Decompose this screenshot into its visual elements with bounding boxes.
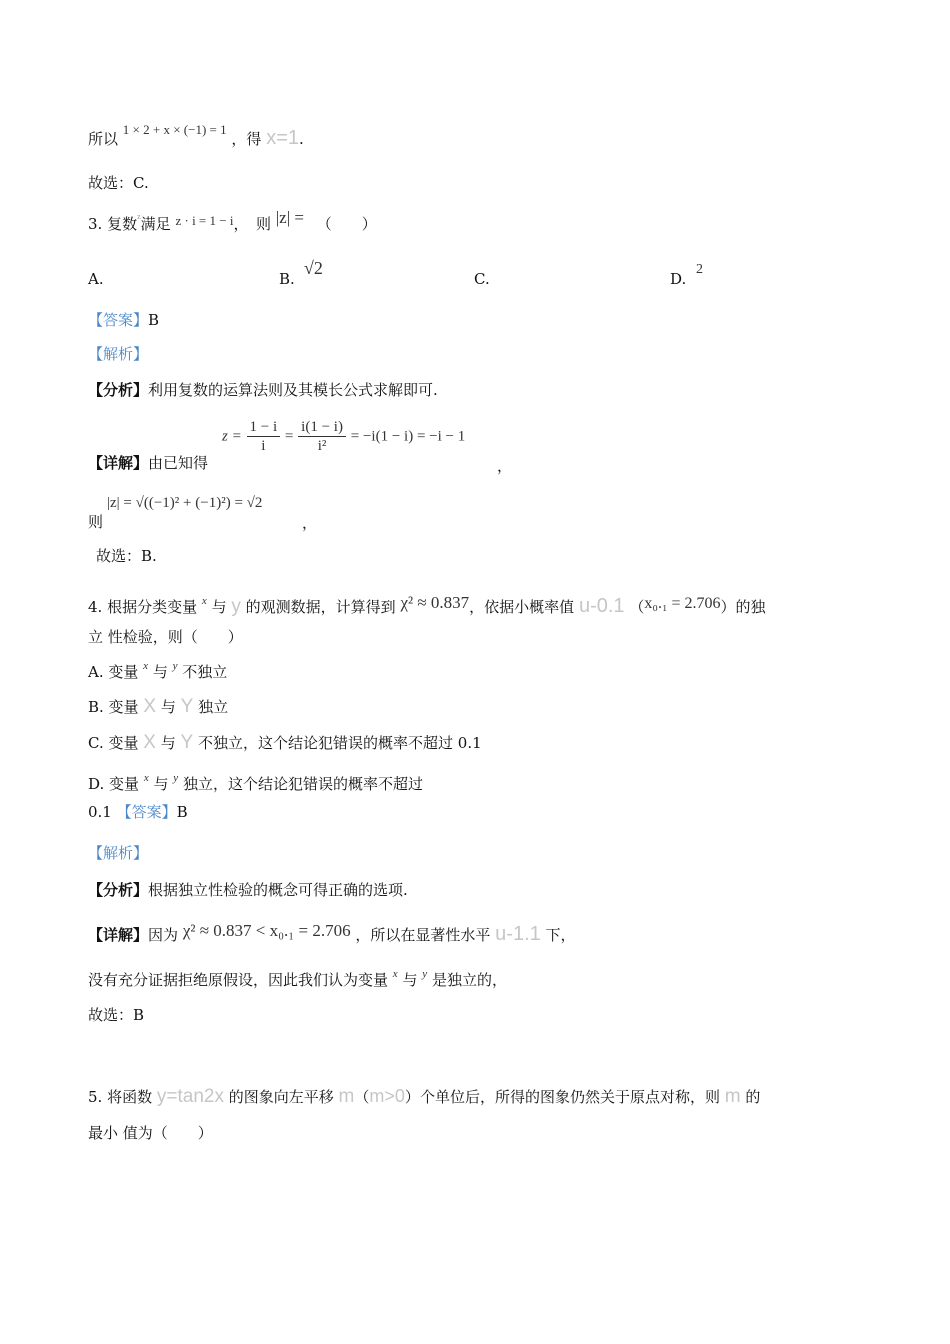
asked-math: |z| = — [275, 208, 304, 227]
label: B. — [279, 270, 295, 288]
analysis-tag: 【解析】 — [88, 844, 149, 862]
text: 独立 — [198, 698, 229, 716]
question-number: 5. — [88, 1088, 103, 1106]
answer-line — [88, 310, 159, 330]
question-number: 4. — [88, 598, 103, 616]
crit-math: x₀.₁ = 2.706 — [644, 595, 721, 612]
text: 由已知得 — [148, 454, 209, 472]
var-y: Y — [180, 732, 194, 753]
var-x: X — [143, 696, 157, 717]
label: 【分析】 — [88, 881, 149, 899]
label: 【详解】 — [88, 926, 149, 944]
math: √2 — [304, 258, 323, 278]
text: 个单位后，所得的图象仍然关于原点对称，则 — [419, 1088, 720, 1106]
answer: B — [176, 803, 188, 821]
modulus-math: |z| = √((−1)² + (−1)²) = √2 — [107, 495, 263, 511]
text: 与 — [211, 598, 227, 616]
modulus-line — [88, 512, 103, 532]
text: 是独立的， — [431, 971, 507, 989]
var-y: y — [231, 596, 241, 617]
text: ）的独 — [720, 598, 766, 616]
text: 的图象向左平移 — [228, 1088, 334, 1106]
text: 将函数 — [107, 1088, 153, 1106]
answer-tag: 【答案】 — [116, 803, 177, 821]
text: 与 — [160, 698, 176, 716]
var-x: x — [143, 772, 149, 784]
var-m: m — [724, 1086, 741, 1107]
question-3-stem — [88, 208, 377, 237]
text: 独立，这个结论犯错误的概率不超过 — [182, 775, 423, 793]
text: 与 — [402, 971, 418, 989]
numerator: i(1 − i) — [298, 418, 346, 437]
var-y: y — [422, 968, 428, 980]
question-5-stem-cont: 最小 值为（ ） — [88, 1124, 213, 1142]
text: ，依据小概率值 — [469, 598, 575, 616]
inequality-math: χ² ≈ 0.837 < x₀.₁ = 2.706 — [182, 921, 351, 940]
derivation-math: z = $\frac{1 - i}{i}$ = $\frac{i(1 - i)}{\text{i²}}$ = −i(1 − i) = −i − 1 — [222, 419, 466, 454]
var-x: x — [201, 595, 207, 607]
analysis-tag: 【解析】 — [88, 345, 149, 363]
label: C. — [474, 270, 490, 288]
result-math: x=1 — [266, 127, 300, 149]
answer-line — [88, 802, 188, 822]
rhs: = −i(1 − i) = −i − 1 — [350, 428, 466, 445]
choose-line: 故选：C. — [88, 174, 149, 192]
fraction — [298, 418, 346, 455]
text: 与 — [153, 775, 169, 793]
text: ） — [404, 1088, 420, 1106]
text: 与 — [152, 663, 168, 681]
option-c — [474, 270, 490, 288]
label: C. 变量 — [88, 734, 139, 752]
choose-line: 故选：B — [88, 1006, 145, 1024]
condition-math: z · i = 1 − i — [175, 213, 234, 228]
option-d — [670, 262, 703, 288]
option-d — [88, 774, 423, 796]
text: 下， — [545, 926, 576, 944]
detail-line — [88, 921, 576, 945]
var: z — [137, 212, 141, 221]
level-math: u-1.1 — [495, 923, 541, 945]
lhs: z = — [222, 428, 242, 445]
solution-line — [88, 122, 304, 150]
label: B. 变量 — [88, 698, 139, 716]
denominator: i² — [317, 438, 327, 454]
text: 根据独立性检验的概念可得正确的选项. — [148, 881, 408, 899]
text: . — [299, 130, 304, 148]
text: 复数 — [107, 215, 138, 233]
question-4-stem — [88, 593, 766, 619]
var-y: y — [172, 660, 178, 672]
label: D. 变量 — [88, 775, 140, 793]
condition-math: m>0 — [369, 1086, 405, 1106]
text: 与 — [160, 734, 176, 752]
comma: ， — [302, 514, 318, 532]
question-number: 3. — [88, 215, 103, 233]
math: 2 — [696, 262, 703, 277]
text: （ — [354, 1088, 370, 1106]
option-a — [88, 270, 104, 288]
label: 【详解】 — [88, 454, 149, 472]
function-math: y=tan2x — [156, 1086, 224, 1107]
text: 所以 — [88, 130, 119, 148]
text: 的观测数据，计算得到 — [245, 598, 396, 616]
answer: B — [148, 311, 160, 329]
text: 则 — [88, 513, 104, 531]
fraction — [247, 418, 281, 455]
text: 没有充分证据拒绝原假设，因此我们认为变量 — [88, 971, 389, 989]
numerator: 1 − i — [247, 418, 281, 437]
option-a — [88, 662, 227, 684]
analysis-line — [88, 380, 438, 400]
text: 利用复数的运算法则及其模长公式求解即可. — [148, 381, 438, 399]
var-y: y — [173, 772, 179, 784]
text: 不独立，这个结论犯错误的概率不超过 0.1 — [198, 734, 482, 752]
text: 因为 — [148, 926, 179, 944]
label: A. — [88, 270, 104, 288]
alpha-math: u-0.1 — [578, 595, 625, 617]
var-x: x — [143, 660, 149, 672]
var-x: x — [392, 968, 398, 980]
denominator: i — [261, 438, 266, 454]
option-c — [88, 733, 482, 753]
chi-math: χ² ≈ 0.837 — [400, 593, 470, 612]
label: D. — [670, 270, 687, 288]
text: 0.1 — [88, 803, 112, 821]
var-y: Y — [180, 696, 194, 717]
text: （ — [629, 598, 645, 616]
analysis-line — [88, 880, 408, 900]
choose-line: 故选：B. — [96, 547, 157, 565]
text: 的 — [745, 1088, 761, 1106]
label: A. 变量 — [88, 663, 139, 681]
detail-line — [88, 453, 208, 473]
blank: （ ） — [316, 215, 377, 233]
comma: ， — [497, 457, 513, 475]
question-4-stem-cont: 立 性检验，则（ ） — [88, 628, 243, 646]
conclusion-line — [88, 970, 507, 992]
answer-tag: 【答案】 — [88, 311, 149, 329]
text: ， 则 — [233, 215, 271, 233]
equation: 1 × 2 + x × (−1) = 1 — [122, 122, 227, 137]
option-b — [88, 697, 228, 717]
label: 【分析】 — [88, 381, 149, 399]
text: 根据分类变量 — [107, 598, 198, 616]
var-x: X — [143, 732, 156, 753]
text: 满足 — [140, 215, 171, 233]
text: ，所以在显著性水平 — [355, 926, 491, 944]
question-5-stem — [88, 1086, 760, 1107]
text: 不独立 — [182, 663, 228, 681]
option-b — [279, 258, 323, 288]
var-m: m — [338, 1086, 355, 1107]
text: ，得 — [231, 130, 262, 148]
